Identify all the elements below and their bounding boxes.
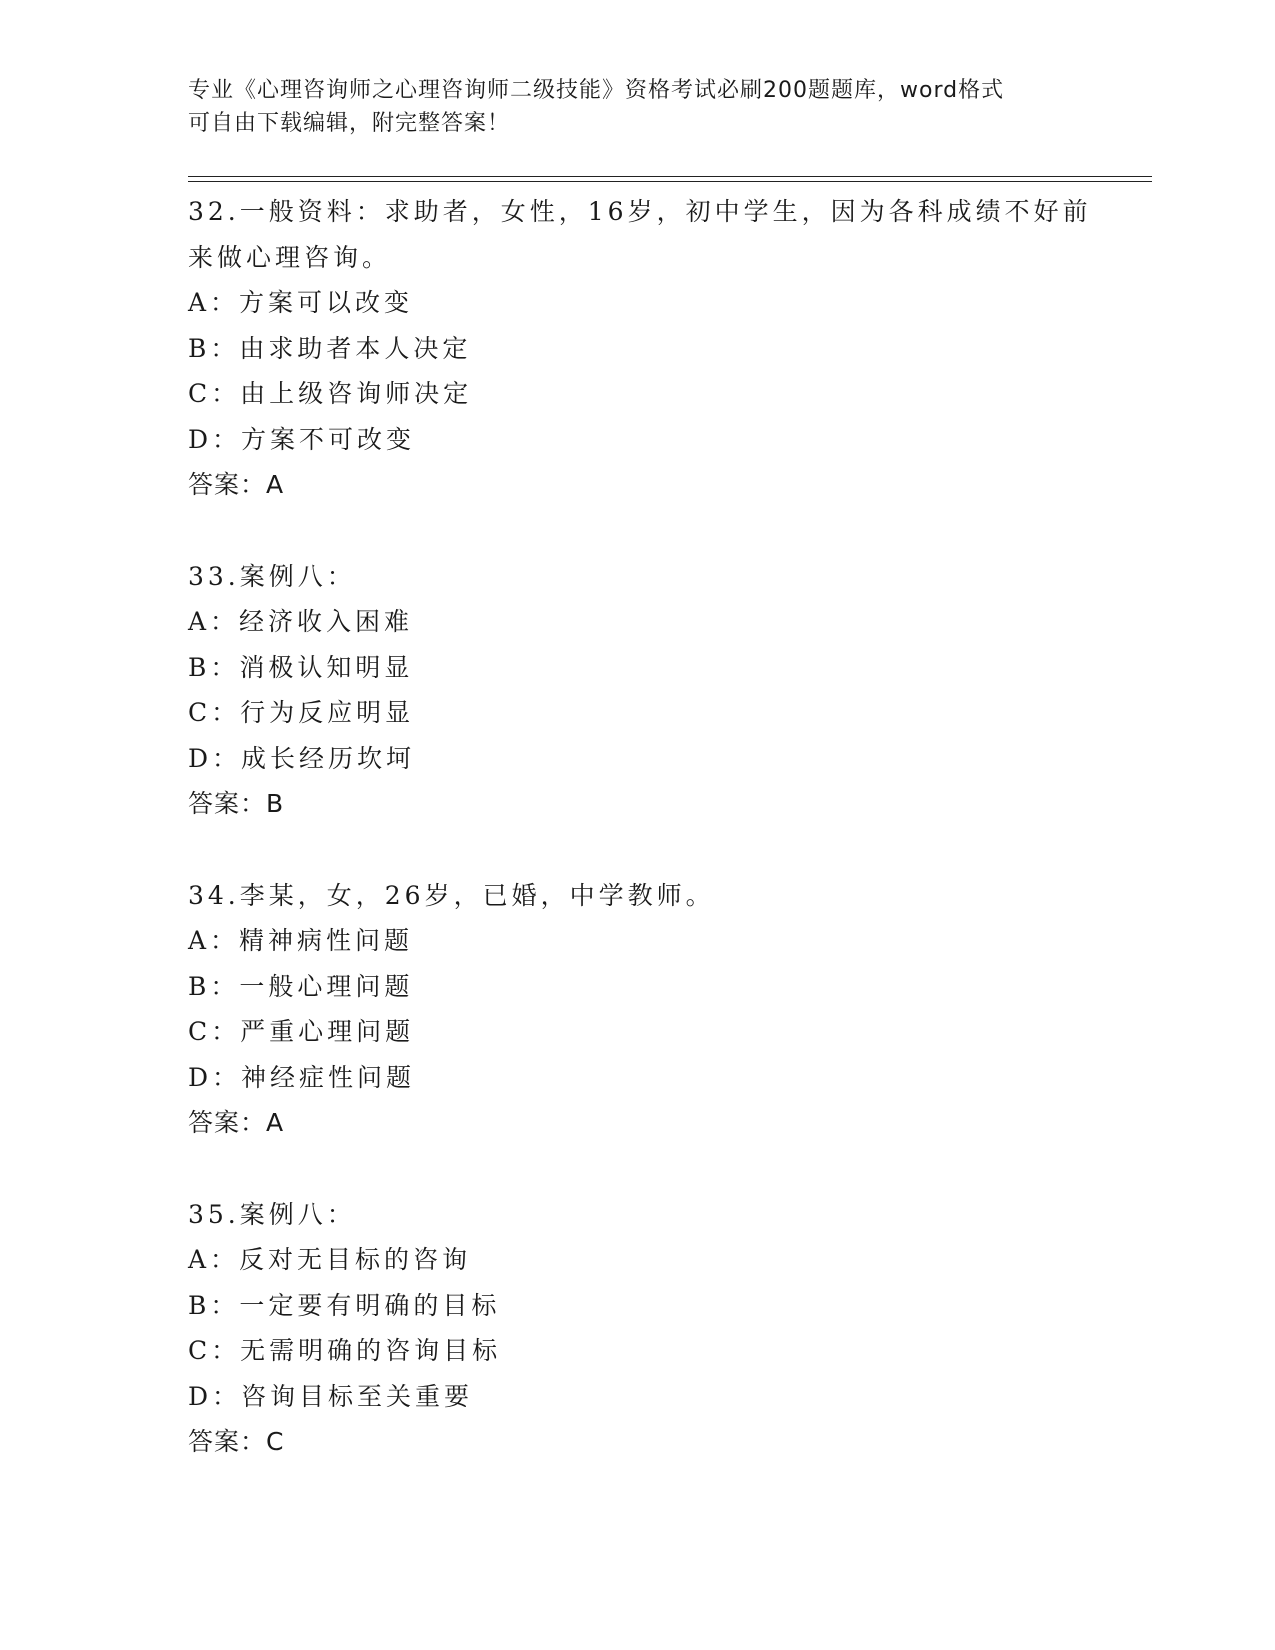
- header-divider-top: [188, 176, 1152, 177]
- question-stem: 35.案例八：: [188, 1199, 356, 1229]
- option-c: C：无需明确的咨询目标: [188, 1336, 502, 1365]
- option-b: B：一定要有明确的目标: [188, 1290, 501, 1320]
- header-line-2: 可自由下载编辑，附完整答案！: [188, 111, 511, 136]
- option-c: C：行为反应明显: [188, 698, 415, 727]
- answer-label: 答案：C: [188, 1427, 285, 1456]
- question-stem: 32.一般资料：求助者，女性，16岁，初中学生，因为各科成绩不好前: [188, 197, 1092, 226]
- answer-label: 答案：A: [188, 1108, 285, 1137]
- option-d: D：神经症性问题: [188, 1062, 416, 1092]
- option-d: D：咨询目标至关重要: [188, 1381, 474, 1411]
- question-stem: 34.李某，女，26岁，已婚，中学教师。: [188, 880, 715, 910]
- option-c: C：由上级咨询师决定: [188, 379, 473, 408]
- header-divider-bottom: [188, 181, 1152, 182]
- option-b: B：消极认知明显: [188, 652, 414, 682]
- option-b: B：一般心理问题: [188, 971, 414, 1001]
- option-d: D：方案不可改变: [188, 424, 416, 454]
- question-35: [188, 1192, 1088, 1465]
- question-34: [188, 873, 1088, 1146]
- option-b: B：由求助者本人决定: [188, 333, 472, 363]
- question-stem: 33.案例八：: [188, 561, 356, 591]
- option-a: A：经济收入困难: [188, 607, 414, 636]
- answer-label: 答案：A: [188, 470, 285, 499]
- answer-label: 答案：B: [188, 789, 285, 818]
- question-list: [188, 189, 1092, 1511]
- header-line-1: 专业《心理咨询师之心理咨询师二级技能》资格考试必刷200题题库，word格式: [188, 78, 1005, 103]
- question-32: [188, 189, 1092, 508]
- option-c: C：严重心理问题: [188, 1017, 415, 1046]
- option-a: A：精神病性问题: [188, 926, 414, 955]
- option-a: A：方案可以改变: [188, 288, 414, 317]
- option-d: D：成长经历坎坷: [188, 743, 416, 773]
- question-33: [188, 554, 1088, 827]
- question-stem-continued: 来做心理咨询。: [188, 242, 392, 272]
- option-a: A：反对无目标的咨询: [188, 1245, 472, 1274]
- document-header: [188, 74, 1088, 140]
